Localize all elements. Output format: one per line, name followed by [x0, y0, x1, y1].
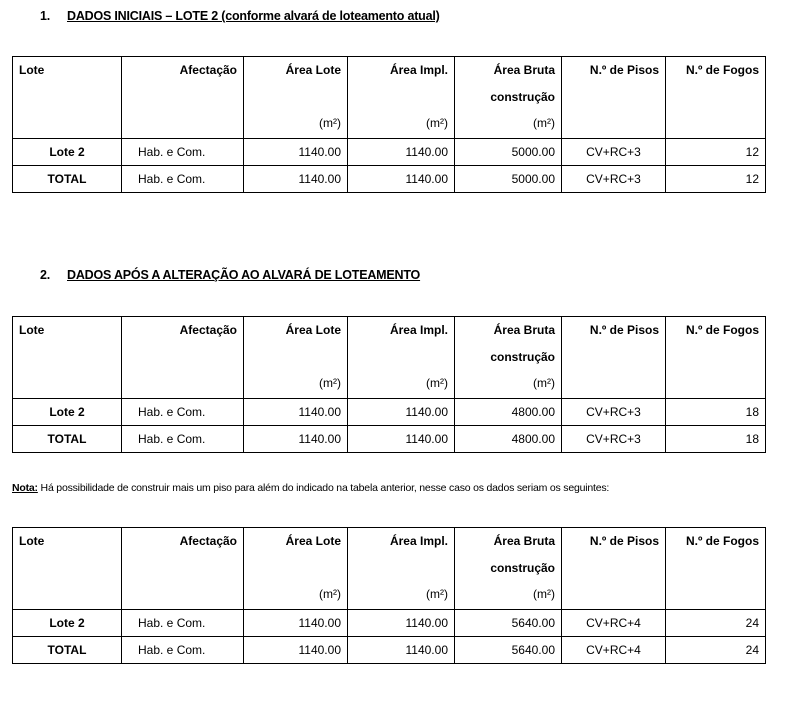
header-area-bruta: Área Bruta [493, 63, 555, 77]
cell-fogos: 24 [666, 637, 766, 664]
section-2-number: 2. [40, 268, 51, 282]
header-lote: Lote [19, 323, 45, 337]
header-area-impl: Área Impl. [389, 63, 448, 77]
cell-pisos: CV+RC+3 [562, 139, 666, 166]
cell-fogos: 12 [666, 139, 766, 166]
header-fogos: N.º de Fogos [685, 534, 759, 548]
cell-pisos: CV+RC+3 [562, 426, 666, 453]
section-2-title: DADOS APÓS A ALTERAÇÃO AO ALVARÁ DE LOTEAMENTO [67, 268, 421, 282]
section-2-heading [40, 268, 420, 282]
cell-lote: Lote 2 [13, 399, 122, 426]
header-fogos: N.º de Fogos [685, 323, 759, 337]
header-area-lote: Área Lote [285, 63, 341, 77]
cell-afectacao: Hab. e Com. [122, 637, 244, 664]
cell-area-lote: 1140.00 [244, 399, 348, 426]
cell-area-lote: 1140.00 [244, 426, 348, 453]
header-lote: Lote [19, 63, 45, 77]
cell-area-bruta: 5000.00 [455, 139, 562, 166]
header-fogos: N.º de Fogos [685, 63, 759, 77]
header-unit: (m²) [533, 587, 555, 601]
cell-lote: TOTAL [13, 637, 122, 664]
table-after-change [12, 316, 766, 453]
cell-area-bruta: 5640.00 [455, 610, 562, 637]
cell-afectacao: Hab. e Com. [122, 426, 244, 453]
table-initial-data [12, 56, 766, 193]
table-row [13, 166, 766, 193]
cell-area-lote: 1140.00 [244, 610, 348, 637]
header-unit: (m²) [319, 116, 341, 130]
cell-area-impl: 1140.00 [348, 139, 455, 166]
cell-area-impl: 1140.00 [348, 426, 455, 453]
header-area-impl: Área Impl. [389, 534, 448, 548]
cell-area-impl: 1140.00 [348, 399, 455, 426]
cell-area-bruta: 5640.00 [455, 637, 562, 664]
header-afectacao: Afectação [179, 534, 237, 548]
cell-pisos: CV+RC+3 [562, 166, 666, 193]
table-row [13, 399, 766, 426]
header-pisos: N.º de Pisos [589, 63, 659, 77]
table-header-row [13, 317, 766, 399]
table-header-row [13, 528, 766, 610]
header-pisos: N.º de Pisos [589, 534, 659, 548]
cell-lote: Lote 2 [13, 139, 122, 166]
header-afectacao: Afectação [179, 63, 237, 77]
header-area-bruta: Área Bruta [493, 323, 555, 337]
cell-area-bruta: 4800.00 [455, 426, 562, 453]
section-1-heading [40, 9, 440, 23]
table-extra-floor [12, 527, 766, 664]
cell-area-impl: 1140.00 [348, 166, 455, 193]
cell-fogos: 24 [666, 610, 766, 637]
cell-pisos: CV+RC+4 [562, 610, 666, 637]
header-unit: (m²) [319, 376, 341, 390]
header-lote: Lote [19, 534, 45, 548]
cell-pisos: CV+RC+4 [562, 637, 666, 664]
header-area-bruta: Área Bruta [493, 534, 555, 548]
cell-afectacao: Hab. e Com. [122, 166, 244, 193]
cell-fogos: 12 [666, 166, 766, 193]
header-construcao: construção [490, 350, 555, 364]
cell-lote: TOTAL [13, 166, 122, 193]
header-unit: (m²) [319, 587, 341, 601]
cell-area-lote: 1140.00 [244, 139, 348, 166]
cell-afectacao: Hab. e Com. [122, 399, 244, 426]
table-header-row [13, 57, 766, 139]
cell-fogos: 18 [666, 399, 766, 426]
table-row [13, 610, 766, 637]
header-unit: (m²) [533, 376, 555, 390]
table-row [13, 139, 766, 166]
header-unit: (m²) [533, 116, 555, 130]
cell-fogos: 18 [666, 426, 766, 453]
cell-afectacao: Hab. e Com. [122, 139, 244, 166]
table-row [13, 426, 766, 453]
note-label: Nota: [12, 482, 38, 494]
table-row [13, 637, 766, 664]
header-unit: (m²) [426, 376, 448, 390]
header-construcao: construção [490, 90, 555, 104]
header-construcao: construção [490, 561, 555, 575]
cell-afectacao: Hab. e Com. [122, 610, 244, 637]
section-1-number: 1. [40, 9, 51, 23]
header-pisos: N.º de Pisos [589, 323, 659, 337]
cell-lote: Lote 2 [13, 610, 122, 637]
header-afectacao: Afectação [179, 323, 237, 337]
header-unit: (m²) [426, 587, 448, 601]
cell-area-bruta: 4800.00 [455, 399, 562, 426]
section-1-title: DADOS INICIAIS – LOTE 2 (conforme alvará de loteamento atual) [67, 9, 440, 23]
header-area-lote: Área Lote [285, 534, 341, 548]
cell-area-lote: 1140.00 [244, 637, 348, 664]
header-area-impl: Área Impl. [389, 323, 448, 337]
cell-area-impl: 1140.00 [348, 637, 455, 664]
cell-area-impl: 1140.00 [348, 610, 455, 637]
cell-pisos: CV+RC+3 [562, 399, 666, 426]
header-unit: (m²) [426, 116, 448, 130]
note-text: Há possibilidade de construir mais um piso para além do indicado na tabela anterior, nesse caso os dados seriam os seguintes: [37, 482, 610, 494]
cell-area-lote: 1140.00 [244, 166, 348, 193]
header-area-lote: Área Lote [285, 323, 341, 337]
cell-lote: TOTAL [13, 426, 122, 453]
cell-area-bruta: 5000.00 [455, 166, 562, 193]
note [12, 482, 609, 494]
